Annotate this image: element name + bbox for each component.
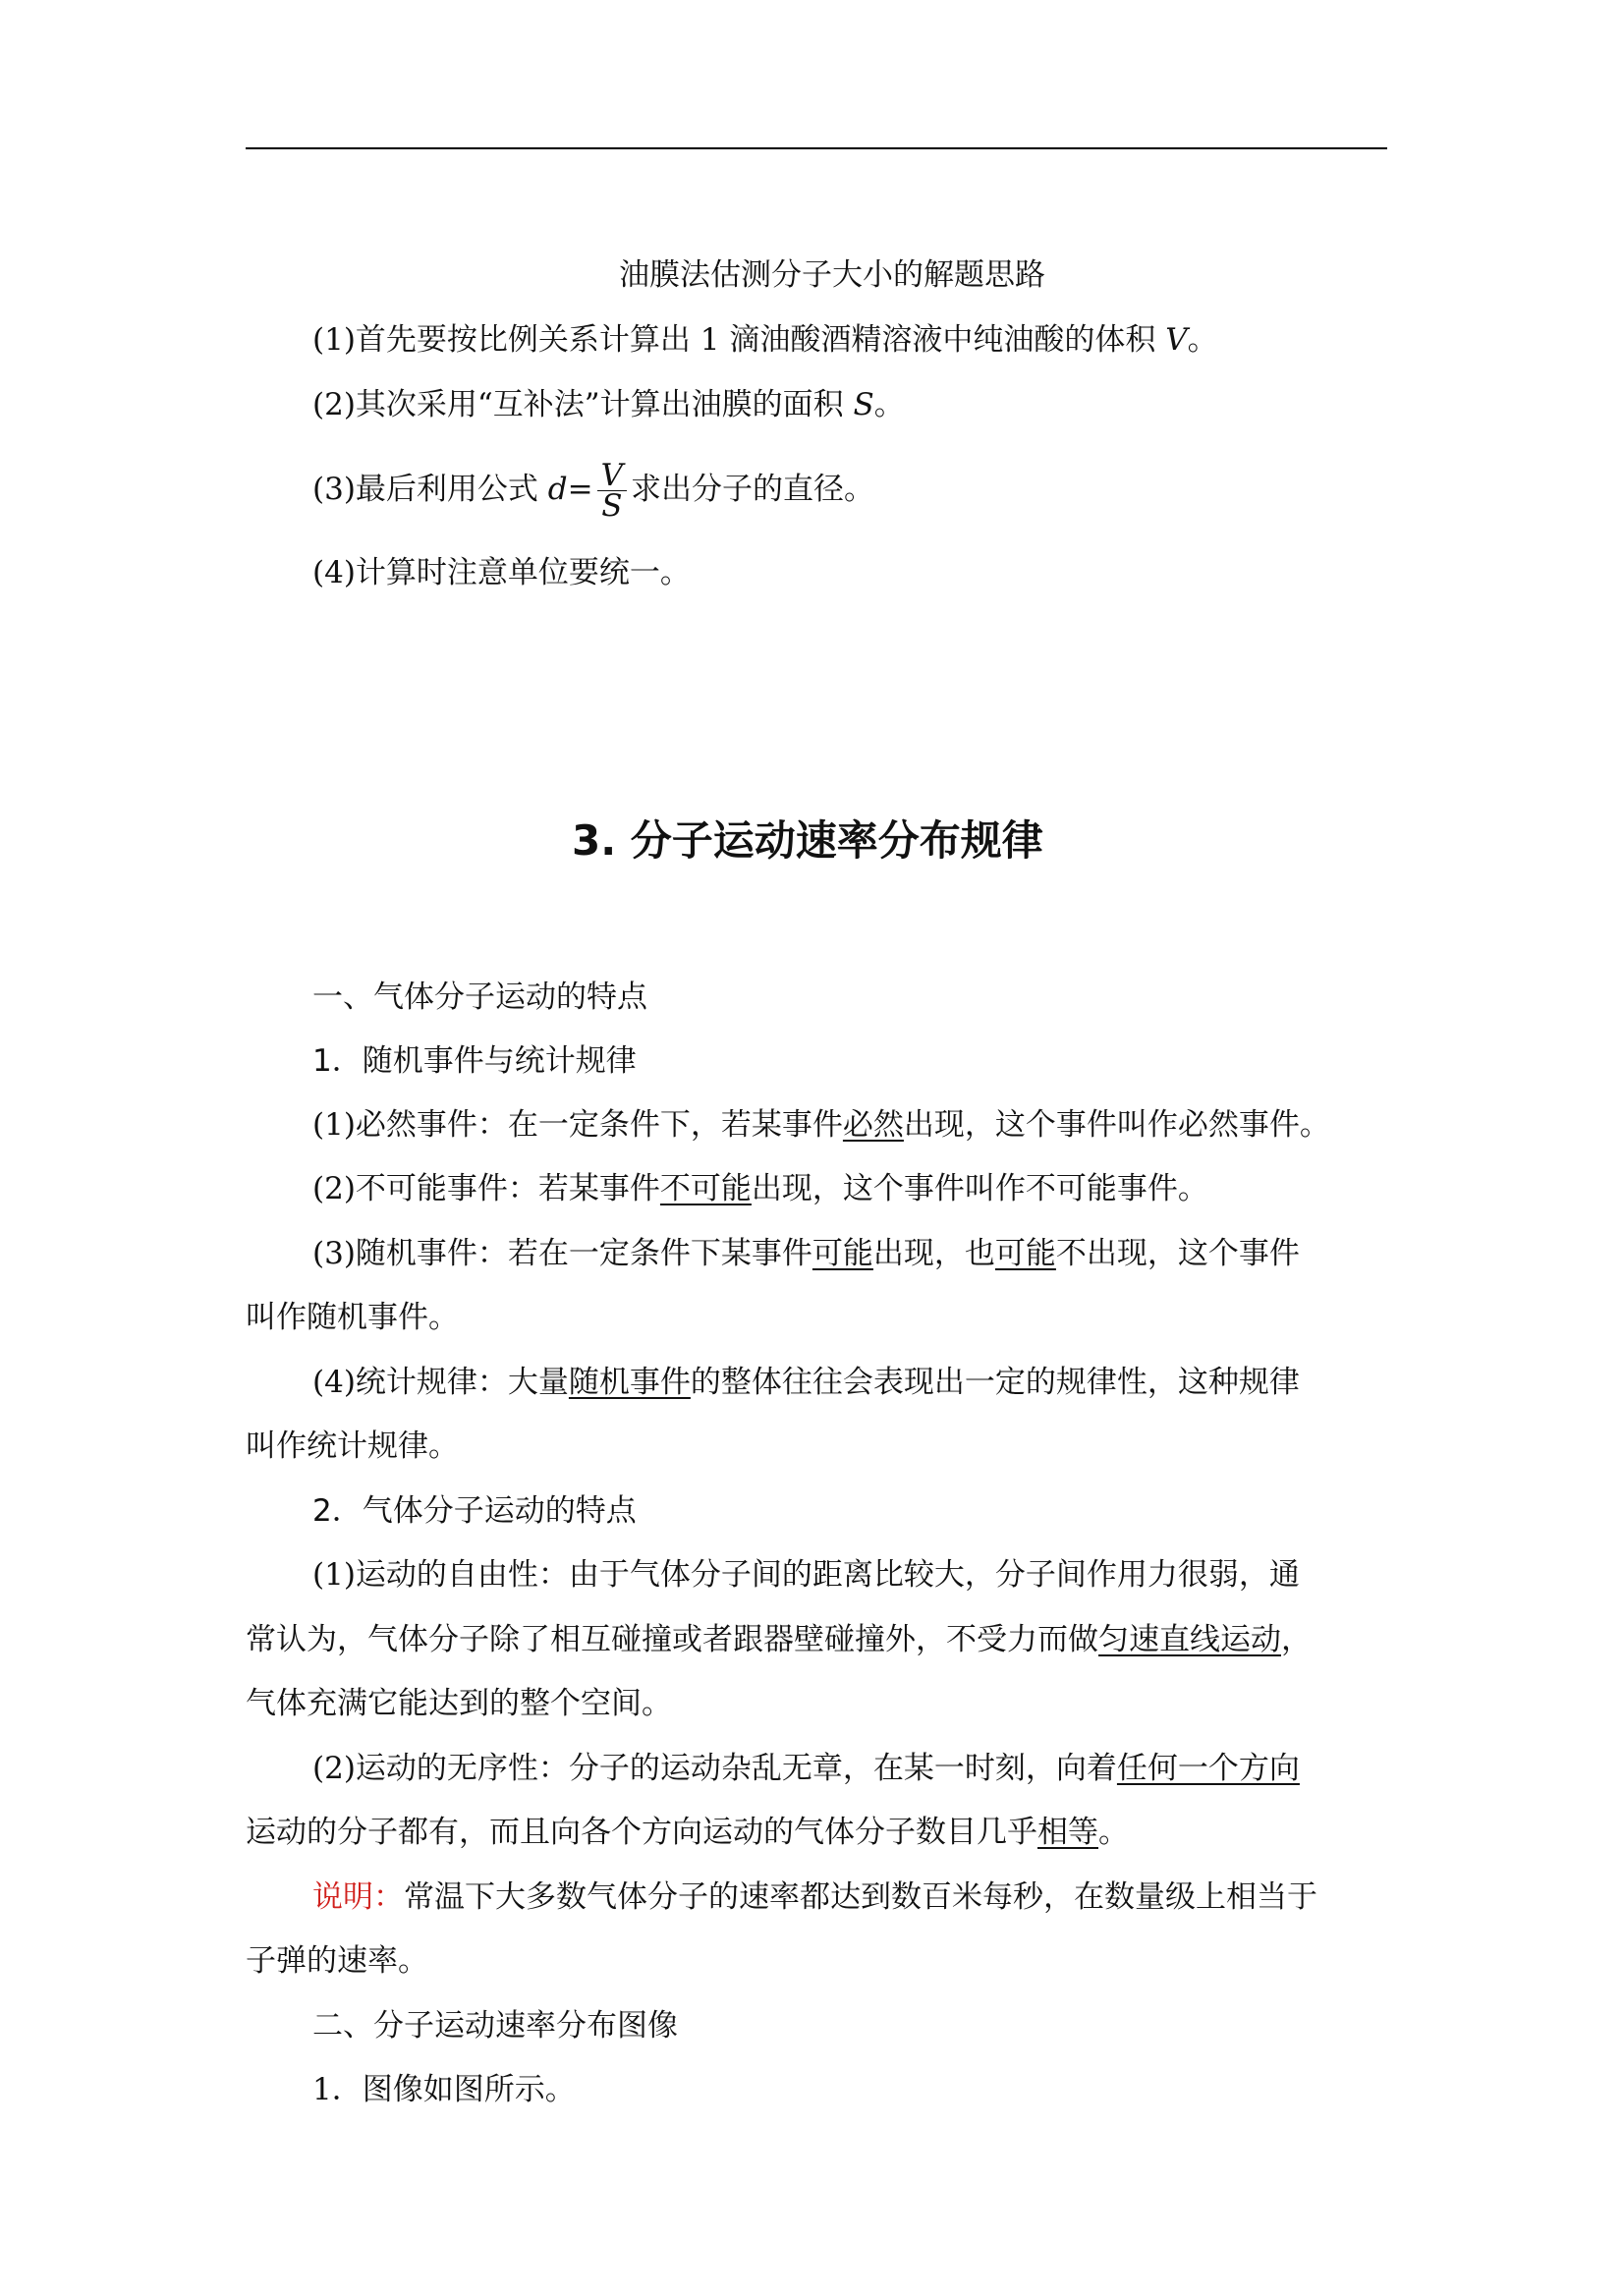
underlined-answer: 任何一个方向 bbox=[1116, 1751, 1300, 1786]
header-rule bbox=[246, 147, 1387, 149]
tip-step-3: (3)最后利用公式 d= $\frac{V}{S}$ 求出分子的直径。 bbox=[312, 458, 875, 524]
paragraph-random-event-line2: 叫作随机事件。 bbox=[246, 1300, 459, 1335]
paragraph-impossible-event: (2)不可能事件：若某事件不可能出现，这个事件叫作不可能事件。 bbox=[312, 1171, 1208, 1206]
paragraph-disorder-line1: (2)运动的无序性：分子的运动杂乱无章，在某一时刻，向着任何一个方向 bbox=[312, 1751, 1300, 1786]
underlined-answer: 相等 bbox=[1037, 1815, 1098, 1850]
underlined-answer: 必然 bbox=[842, 1107, 904, 1143]
paragraph-freedom-line1: (1)运动的自由性：由于气体分子间的距离比较大，分子间作用力很弱，通 bbox=[312, 1557, 1300, 1593]
paragraph-disorder-line2: 运动的分子都有，而且向各个方向运动的气体分子数目几乎相等。 bbox=[246, 1815, 1129, 1850]
heading-two: 二、分子运动速率分布图像 bbox=[312, 2008, 678, 2044]
subheading-2: 2．气体分子运动的特点 bbox=[312, 1493, 637, 1529]
formula-fraction bbox=[597, 458, 627, 524]
subheading-1: 1．随机事件与统计规律 bbox=[312, 1043, 637, 1079]
paragraph-freedom-line3: 气体充满它能达到的整个空间。 bbox=[246, 1686, 672, 1721]
underlined-answer: 随机事件 bbox=[568, 1365, 691, 1400]
tip-step-4: (4)计算时注意单位要统一。 bbox=[312, 555, 691, 590]
paragraph-freedom-line2: 常认为，气体分子除了相互碰撞或者跟器壁碰撞外，不受力而做匀速直线运动， bbox=[246, 1622, 1312, 1657]
note-paragraph-line2: 子弹的速率。 bbox=[246, 1943, 428, 1979]
paragraph-certain-event: (1)必然事件：在一定条件下，若某事件必然出现，这个事件叫作必然事件。 bbox=[312, 1107, 1330, 1143]
volume-variable: V bbox=[1165, 322, 1188, 358]
paragraph-random-event: (3)随机事件：若在一定条件下某事件可能出现，也可能不出现，这个事件 bbox=[312, 1236, 1300, 1271]
fraction-denominator: S bbox=[601, 488, 623, 524]
area-variable: S bbox=[853, 387, 874, 422]
note-label: 说明： bbox=[312, 1879, 404, 1915]
tip-title: 油膜法估测分子大小的解题思路 bbox=[619, 257, 1045, 293]
paragraph-statistical-law: (4)统计规律：大量随机事件的整体往往会表现出一定的规律性，这种规律 bbox=[312, 1365, 1300, 1400]
underlined-answer: 可能 bbox=[812, 1236, 873, 1271]
underlined-answer: 不可能 bbox=[659, 1171, 752, 1206]
diameter-variable: d bbox=[547, 472, 568, 507]
subheading-3: 1．图像如图所示。 bbox=[312, 2072, 576, 2107]
fraction-numerator: V bbox=[597, 461, 627, 491]
underlined-answer: 匀速直线运动 bbox=[1098, 1622, 1281, 1657]
paragraph-statistical-law-line2: 叫作统计规律。 bbox=[246, 1428, 459, 1464]
heading-one: 一、气体分子运动的特点 bbox=[312, 980, 647, 1015]
section-title: 3. 分子运动速率分布规律 bbox=[572, 816, 1043, 865]
tip-step-2: (2)其次采用“互补法”计算出油膜的面积 S。 bbox=[312, 387, 905, 422]
underlined-answer: 可能 bbox=[994, 1236, 1056, 1271]
note-paragraph: 说明：常温下大多数气体分子的速率都达到数百米每秒，在数量级上相当于 bbox=[312, 1879, 1317, 1915]
tip-step-1: (1)首先要按比例关系计算出 1 滴油酸酒精溶液中纯油酸的体积 V。 bbox=[312, 322, 1218, 358]
